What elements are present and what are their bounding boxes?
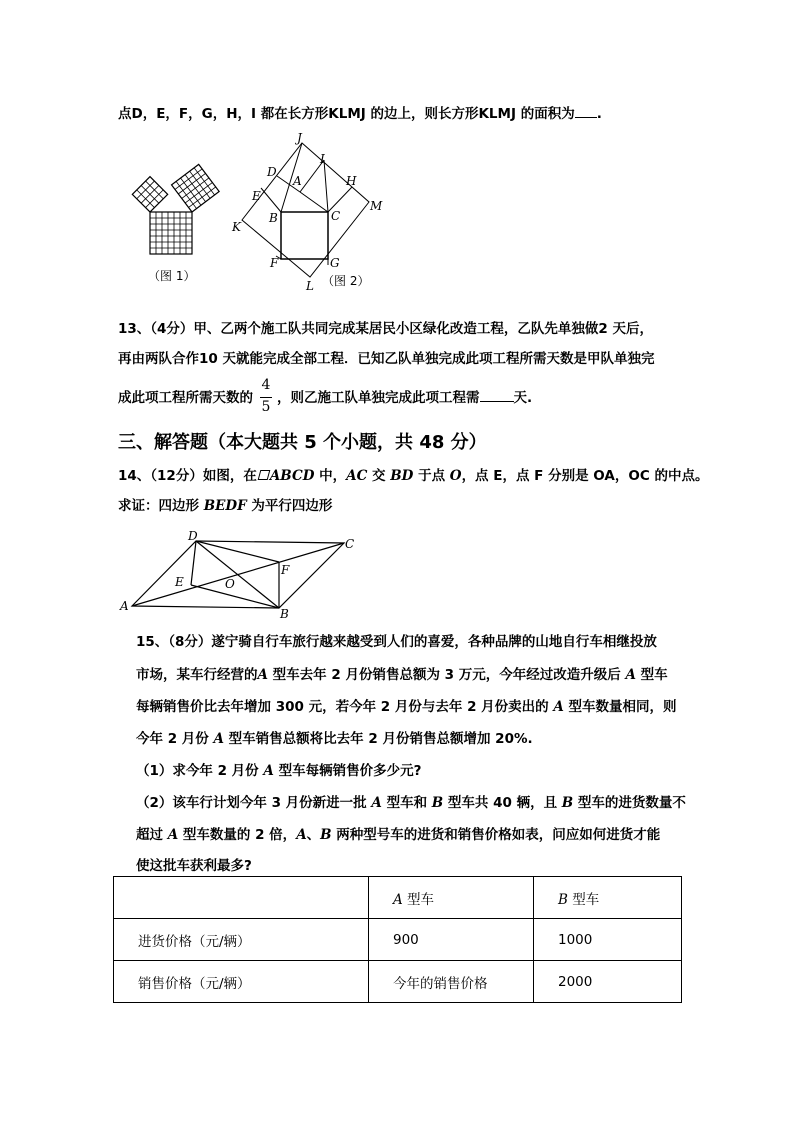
q15-sub1-b: A	[263, 763, 274, 779]
q14-label-E: E	[175, 575, 184, 589]
fig2-label-F: F	[270, 256, 279, 270]
table-header-a-letter: A	[393, 891, 403, 908]
q15-line3-c: 型车数量相同，则	[563, 699, 677, 715]
q13-line1: 13、（4分）甲、乙两个施工队共同完成某居民小区绿化改造工程，乙队先单独做2 天后，	[118, 321, 654, 337]
q15-sub2-line2-f: B	[320, 827, 332, 843]
q13-fraction-numerator: 4	[261, 377, 271, 393]
q13-fraction-bar	[260, 397, 272, 398]
table-cell-b: 2000	[534, 961, 682, 1003]
q15-line2	[136, 665, 668, 685]
q13-line3	[118, 387, 532, 408]
q14-label-D: D	[188, 529, 198, 543]
q14-line2-c: 为平行四边形	[246, 498, 333, 514]
q12-answer-blank[interactable]	[575, 103, 597, 118]
parallelogram-icon	[257, 470, 270, 480]
q15-line1: 15、（8分）遂宁骑自行车旅行越来越受到人们的喜爱，各种品牌的山地自行车相继投放	[136, 634, 657, 650]
q13-line3-before: 成此项工程所需天数的	[118, 390, 253, 406]
q12-text	[118, 103, 602, 124]
table-row	[114, 961, 682, 1003]
q15-line2-d: A	[625, 667, 636, 683]
q12-text-after: .	[596, 106, 602, 122]
q13-answer-blank[interactable]	[480, 387, 514, 402]
fig2-label-K: K	[232, 220, 241, 234]
fig2-label-A: A	[293, 174, 302, 188]
q15-line2-b: A	[257, 667, 268, 683]
q14-line2	[118, 496, 332, 516]
q15-sub2-line2-d: A	[296, 827, 307, 843]
figure-1-caption: （图 1）	[148, 269, 196, 283]
q15-sub1-a: （1）求今年 2 月份	[136, 763, 264, 779]
q15-line2-e: 型车	[635, 667, 668, 683]
table-header-a	[369, 877, 534, 919]
fig2-label-G: G	[330, 256, 340, 270]
q14-abcd: ABCD	[269, 468, 315, 484]
table-cell-label: 进货价格（元/辆）	[114, 919, 369, 961]
table-header-b	[534, 877, 682, 919]
q14-line1-i: ，点 E，点 F 分别是 OA，OC 的中点。	[461, 468, 709, 484]
q13-line3-after: ，则乙施工队单独完成此项工程需	[277, 390, 480, 406]
q14-line1-a: 14、（12分）如图，在	[118, 468, 257, 484]
fig2-label-D: D	[267, 165, 277, 179]
q15-sub2-line2-c: 型车数量的 2 倍，	[178, 827, 297, 843]
q15-sub2-line3: 使这批车获利最多?	[136, 858, 252, 874]
q14-bd: BD	[390, 468, 414, 484]
fig2-label-M: M	[370, 199, 383, 213]
fig2-label-L: L	[306, 279, 314, 293]
q15-line4-a: 今年 2 月份	[136, 731, 214, 747]
table-header-b-rest: 型车	[567, 891, 600, 908]
fig2-label-E: E	[252, 189, 261, 203]
q15-line4-b: A	[213, 731, 224, 747]
q14-line2-a: 求证：四边形	[118, 498, 204, 514]
q15-sub1	[136, 761, 421, 781]
q14-o: O	[449, 468, 462, 484]
q15-line3	[136, 697, 677, 717]
q15-sub2-line1-a: （2）该车行计划今年 3 月份新进一批	[136, 795, 372, 811]
q15-sub2-line1-f: B	[561, 795, 574, 811]
fig2-label-C: C	[331, 209, 341, 223]
q13-line3-end: 天.	[513, 390, 533, 406]
q15-line2-a: 市场，某车行经营的	[136, 667, 258, 683]
table-cell-b: 1000	[534, 919, 682, 961]
q15-sub2-line1-e: 型车共 40 辆，且	[443, 795, 562, 811]
table-header-a-rest: 型车	[402, 891, 435, 908]
section-3-heading: 三、解答题（本大题共 5 个小题，共 48 分）	[118, 432, 487, 453]
q15-line4	[136, 729, 533, 749]
q14-bedf: BEDF	[203, 498, 247, 514]
q15-sub2-line1-b: A	[371, 795, 382, 811]
q14-label-B: B	[280, 607, 289, 620]
q15-sub1-c: 型车每辆销售价多少元?	[273, 763, 422, 779]
q15-sub2-line1-c: 型车和	[381, 795, 432, 811]
q15-sub2-line1	[136, 793, 686, 813]
q13-line2: 再由两队合作10 天就能完成全部工程．已知乙队单独完成此项工程所需天数是甲队单独完	[118, 351, 655, 367]
q15-sub2-line2-b: A	[167, 827, 179, 843]
q15-sub2-line2-e: 、	[306, 827, 321, 843]
q15-line3-b: A	[553, 699, 564, 715]
q15-sub2-line2-a: 超过	[136, 827, 168, 843]
table-row	[114, 919, 682, 961]
table-row	[114, 877, 682, 919]
q15-sub2-line1-d: B	[431, 795, 444, 811]
q14-figure-svg	[116, 528, 366, 620]
q14-ac: AC	[346, 468, 368, 484]
fig2-label-H: H	[346, 174, 357, 188]
q15-sub2-line2	[136, 825, 660, 845]
figure-2-caption: （图 2）	[322, 274, 370, 288]
fig2-label-J: J	[297, 131, 302, 145]
q15-sub2-line1-g: 型车的进货数量不	[573, 795, 686, 811]
figure-2-svg	[228, 130, 398, 295]
table-cell-a: 今年的销售价格	[369, 961, 534, 1003]
q14-label-C: C	[345, 537, 355, 551]
q14-figure	[116, 528, 366, 620]
q14-line1-c: 中，	[314, 468, 347, 484]
fig2-label-I: I	[320, 152, 325, 166]
q15-sub2-line2-g: 两种型号车的进货和销售价格如表，问应如何进货才能	[331, 827, 661, 843]
table-cell-label: 销售价格（元/辆）	[114, 961, 369, 1003]
figure-1	[120, 155, 220, 290]
q14-label-F: F	[281, 563, 290, 577]
q14-line1	[118, 466, 708, 486]
q15-line2-c: 型车去年 2 月份销售总额为 3 万元，今年经过改造升级后	[267, 667, 626, 683]
q14-line1-e: 交	[367, 468, 391, 484]
q15-line4-c: 型车销售总额将比去年 2 月份销售总额增加 20%.	[223, 731, 533, 747]
table-cell-a: 900	[369, 919, 534, 961]
figure-2	[228, 130, 398, 295]
price-table	[113, 876, 682, 1003]
table-header-blank	[114, 877, 369, 919]
q14-line1-g: 于点	[413, 468, 450, 484]
fig2-label-B: B	[269, 211, 278, 225]
q14-label-O: O	[225, 577, 235, 591]
q13-fraction-denominator: 5	[261, 399, 271, 415]
q12-text-before: 点D，E，F，G，H，I 都在长方形KLMJ 的边上，则长方形KLMJ 的面积为	[118, 106, 575, 122]
table-header-b-letter: B	[558, 891, 568, 908]
q14-label-A: A	[120, 599, 129, 613]
q15-line3-a: 每辆销售价比去年增加 300 元，若今年 2 月份与去年 2 月份卖出的	[136, 699, 554, 715]
